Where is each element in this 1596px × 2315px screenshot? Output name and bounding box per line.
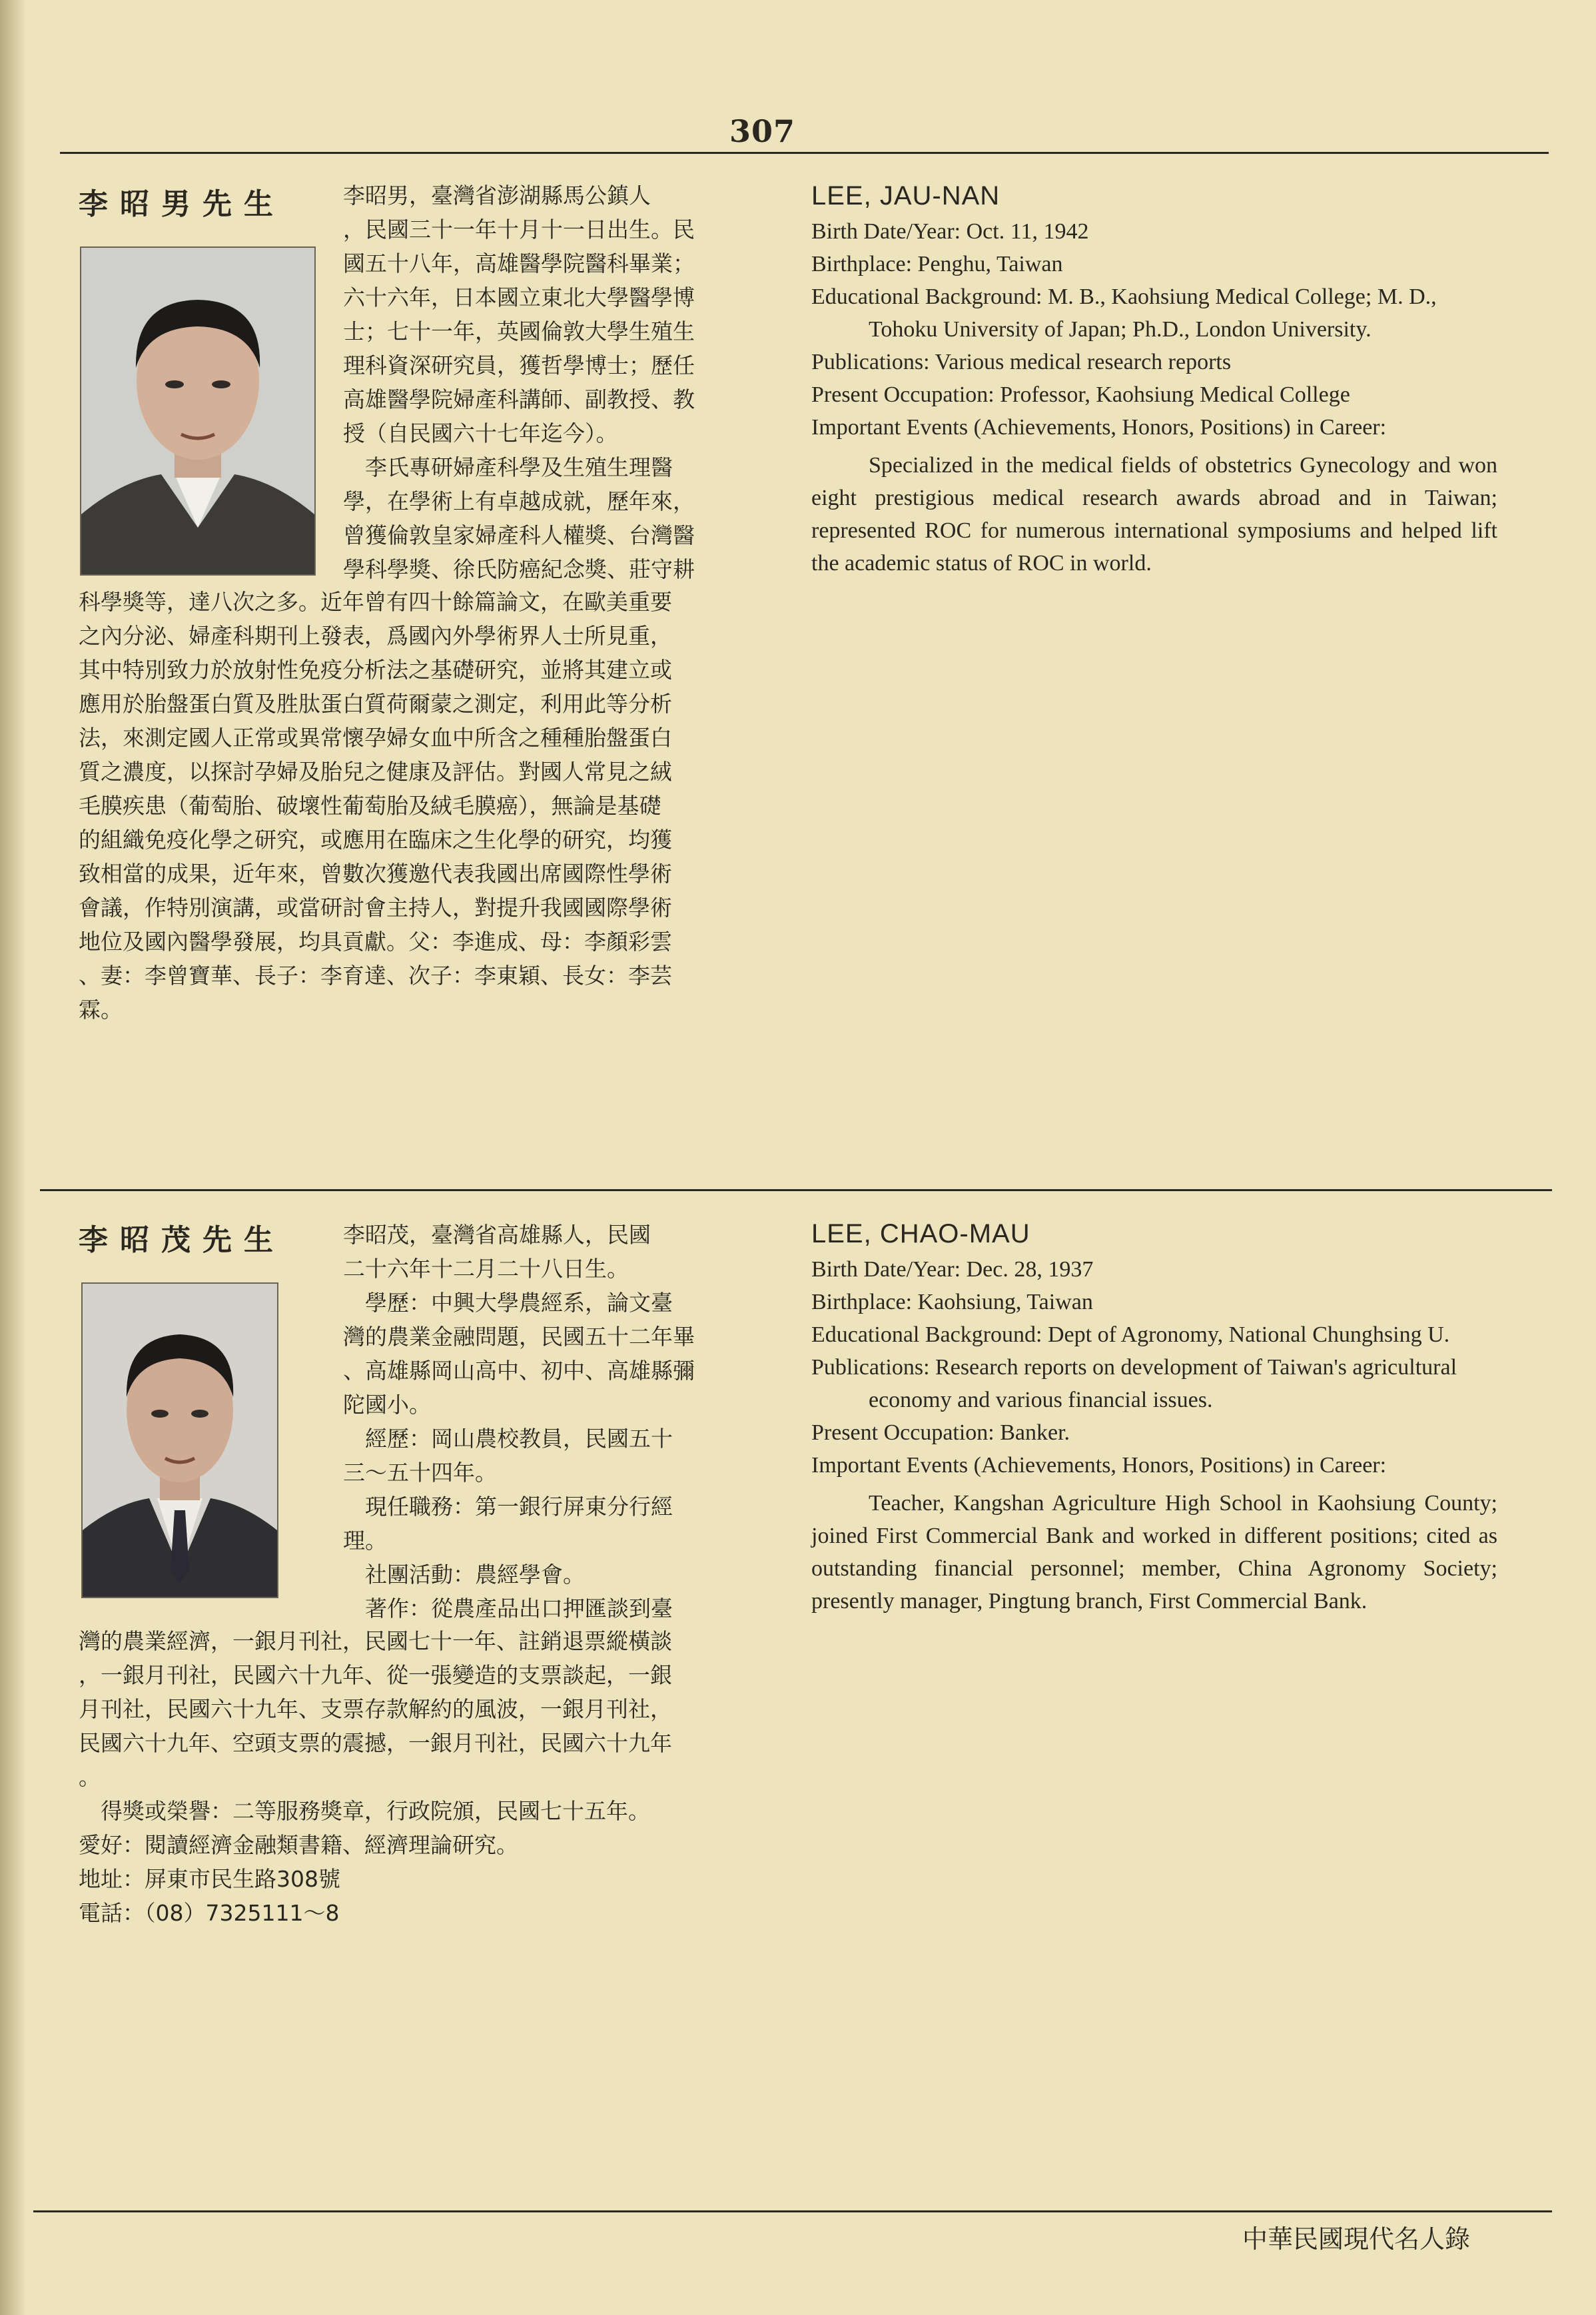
entry-2-chinese-bio-full: 灣的農業經濟，一銀月刊社，民國七十一年、註銷退票縱橫談 ，一銀月刊社，民國六十九年、從一張變造的支票談起，一銀 月刊社，民國六十九年、支票存款解約的風波，一銀月刊社， 民國六十九年、空頭支票的震撼，一銀月刊社，民國六十九年 。 得獎或榮譽：二等服務獎章，行政院頒，民國七十五年。 愛好：閱讀經濟金融類書籍、經濟理論研究。 地址：屏東市民生路308號 電話：（08）7325111～8 <box>79 1628 672 1926</box>
section-divider <box>40 1189 1552 1191</box>
page-number: 307 <box>729 113 796 149</box>
entry-1-chinese-bio-full: 科學獎等，達八次之多。近年曾有四十餘篇論文，在歐美重要 之內分泌、婦產科期刊上發表，爲國內外學術界人士所見重， 其中特別致力於放射性免疫分析法之基礎研究，並將其建立或 應用於胎盤蛋白質及胜肽蛋白質荷爾蒙之測定，利用此等分析 法，來測定國人正常或異常懷孕婦女血中所含之種種胎盤蛋白 質之濃度，以探討孕婦及胎兒之健康及評估。對國人常見之絨 毛膜疾患（葡萄胎、破壞性葡萄胎及絨毛膜癌），無論是基礎 的組織免疫化學之研究，或應用在臨床之生化學的研究，均獲 致相當的成果，近年來，曾數次獲邀代表我國出席國際性學術 會議，作特別演講，或當研討會主持人，對提升我國國際學術 地位及國內醫學發展，均具貢獻。父：李進成、母：李顏彩雲 、妻：李曾寶華、長子：李育達、次子：李東穎、長女：李芸 霖。 <box>79 589 672 1023</box>
entry-1-chinese-bio-side: 李昭男，臺灣省澎湖縣馬公鎮人 ，民國三十一年十月十一日出生。民 國五十八年，高雄醫學院醫科畢業； 六十六年，日本國立東北大學醫學博 士；七十一年，英國倫敦大學生殖生 理科資深研究員，獲哲學博士；歷任 高雄醫學院婦產科講師、副教授、教 授（自民國六十七年迄今）。 李氏專研婦產科學及生殖生理醫 學，在學術上有卓越成就，歷年來， 曾獲倫敦皇家婦產科人權獎、台灣醫 學科學獎、徐氏防癌紀念獎、莊守耕 <box>343 183 695 582</box>
entry-1-birth-date: Birth Date/Year: Oct. 11, 1942 <box>811 219 1089 244</box>
entry-2-chinese-bio-side: 李昭茂，臺灣省高雄縣人，民國 二十六年十二月二十八日生。 學歷：中興大學農經系，論文臺 灣的農業金融問題，民國五十二年畢 、高雄縣岡山高中、初中、高雄縣彌 陀國小。 經歷：岡山農校教員，民國五十 三～五十四年。 現任職務：第一銀行屏東分行經 理。 社團活動：農經學會。 著作：從農產品出口押匯談到臺 <box>343 1222 695 1621</box>
entry-1-portrait-photo <box>80 246 316 576</box>
footer-rule <box>33 2210 1552 2212</box>
entry-1-important-events-heading: Important Events (Achievements, Honors, Positions) in Career: <box>811 415 1387 440</box>
entry-2-english-name: LEE, CHAO-MAU <box>811 1219 1030 1248</box>
page-gutter-shadow <box>0 0 27 2315</box>
entry-2-birth-date: Birth Date/Year: Dec. 28, 1937 <box>811 1257 1094 1282</box>
header-rule <box>60 152 1549 154</box>
entry-2-career-paragraph: Teacher, Kangshan Agriculture High School in Kaohsiung County; joined First Commercial Bank and worked in different positions; cited as outstanding financial personnel; member, China Agronomy Society; presently manager, Pingtung branch, First Commercial Bank. <box>811 1491 1497 1614</box>
entry-2-english-bio <box>811 1218 1497 1618</box>
entry-2-chinese-name: 李昭茂先生 <box>79 1223 285 1257</box>
entry-1-birthplace: Birthplace: Penghu, Taiwan <box>811 252 1063 276</box>
entry-2-publications: Publications: Research reports on development of Taiwan's agricultural economy and various financial issues. <box>811 1355 1457 1412</box>
entry-1-career-paragraph: Specialized in the medical fields of obstetrics Gynecology and won eight prestigious medical research awards abroad and in Taiwan; represented ROC for numerous international symposiums and helped lift the academic status of ROC in world. <box>811 453 1497 576</box>
entry-1-english-bio <box>811 180 1497 580</box>
book-title-footer: 中華民國現代名人錄 <box>1242 2224 1471 2254</box>
entry-1-education: Educational Background: M. B., Kaohsiung Medical College; M. D., Tohoku University of Japan; Ph.D., London University. <box>811 284 1437 342</box>
entry-2-education: Educational Background: Dept of Agronomy, National Chunghsing U. <box>811 1322 1450 1347</box>
entry-2-important-events-heading: Important Events (Achievements, Honors, Positions) in Career: <box>811 1453 1387 1478</box>
entry-1-chinese-name: 李昭男先生 <box>79 187 285 221</box>
entry-1-english-name: LEE, JAU-NAN <box>811 181 1000 211</box>
entry-2-portrait-photo <box>81 1282 278 1598</box>
entry-1-occupation: Present Occupation: Professor, Kaohsiung Medical College <box>811 382 1350 407</box>
entry-2-birthplace: Birthplace: Kaohsiung, Taiwan <box>811 1290 1093 1314</box>
entry-1-publications: Publications: Various medical research reports <box>811 350 1232 374</box>
entry-2-occupation: Present Occupation: Banker. <box>811 1420 1070 1445</box>
